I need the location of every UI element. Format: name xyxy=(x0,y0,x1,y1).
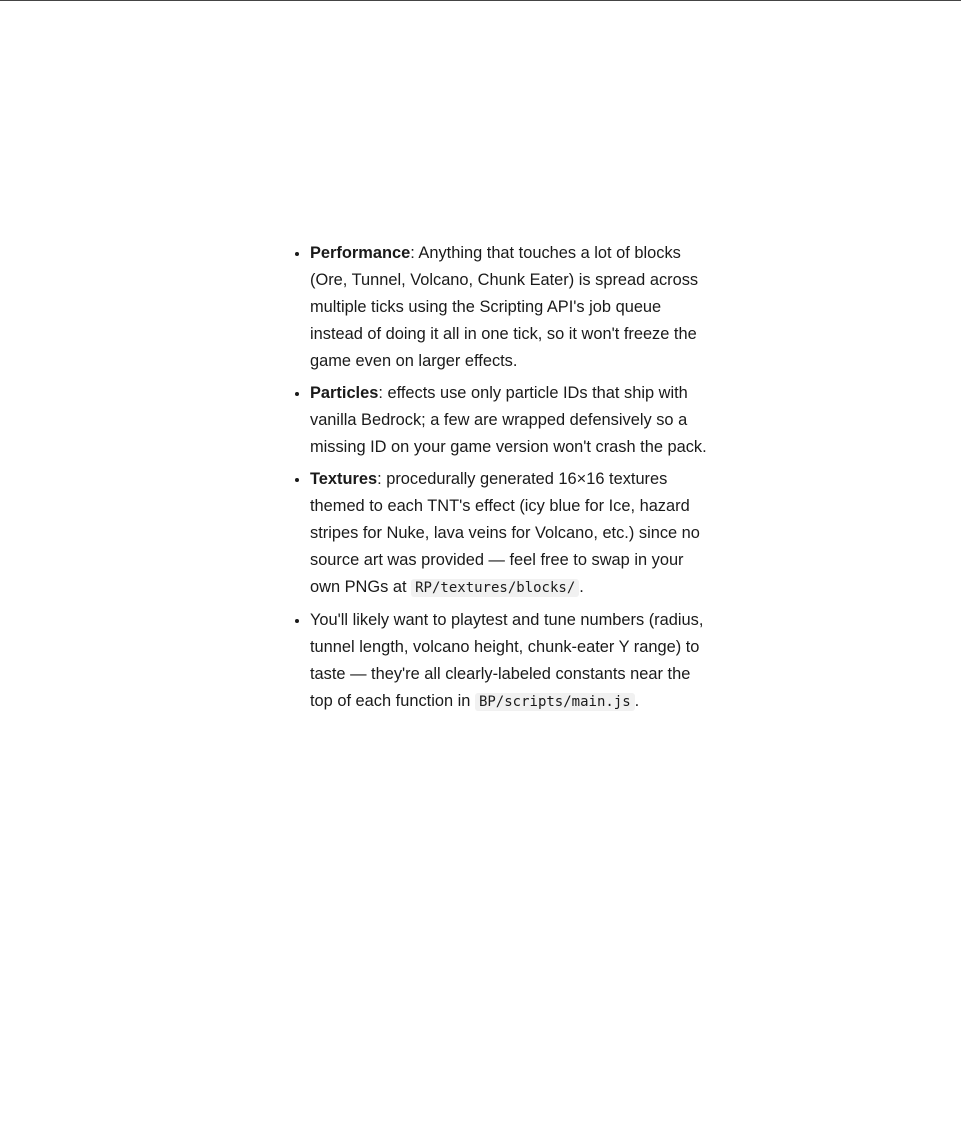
code-path-main-js: BP/scripts/main.js xyxy=(475,693,635,711)
notes-list xyxy=(290,240,710,721)
note-textures xyxy=(310,466,710,602)
note-text: : effects use only particle IDs that ship with vanilla Bedrock; a few are wrapped defensively so a missing ID on your game version won't crash the pack. xyxy=(310,384,707,456)
note-title: Performance xyxy=(310,244,411,262)
note-tuning xyxy=(310,607,710,716)
note-trailing: . xyxy=(579,578,584,596)
code-path-textures: RP/textures/blocks/ xyxy=(411,579,579,597)
note-text: : Anything that touches a lot of blocks (Ore, Tunnel, Volcano, Chunk Eater) is spread across multiple ticks using the Scripting API's job queue instead of doing it all in one tick, so it won't freeze the game even on larger effects. xyxy=(310,244,699,370)
note-text: : procedurally generated 16×16 textures themed to each TNT's effect (icy blue for Ice, hazard stripes for Nuke, lava veins for Volcano, etc.) since no source art was provided — feel free to swap in your own PNGs at xyxy=(310,470,700,596)
note-particles xyxy=(310,380,710,461)
note-title: Textures xyxy=(310,470,378,488)
top-border xyxy=(0,0,961,1)
note-title: Particles xyxy=(310,384,379,402)
note-text: You'll likely want to playtest and tune numbers (radius, tunnel length, volcano height, chunk-eater Y range) to taste — they're all clearly-labeled constants near the top of each function in xyxy=(310,611,704,710)
note-trailing: . xyxy=(634,692,640,710)
note-performance xyxy=(310,240,710,375)
